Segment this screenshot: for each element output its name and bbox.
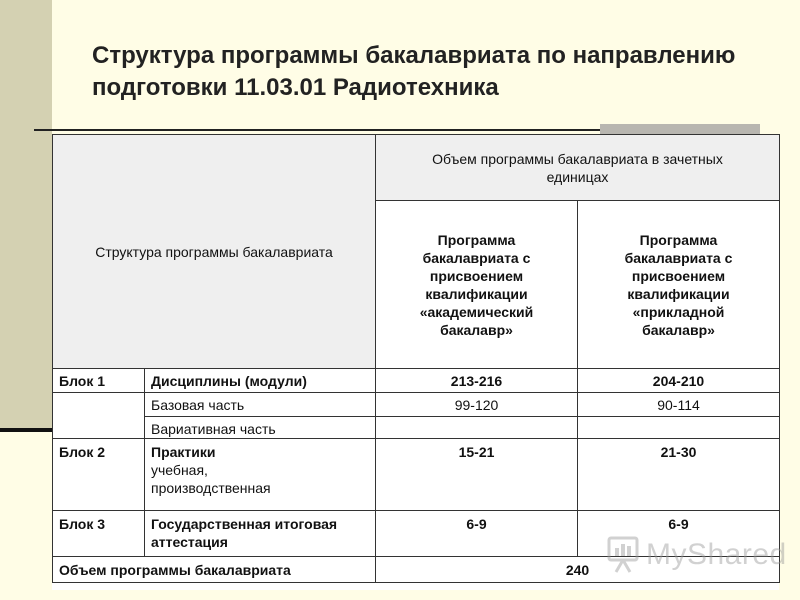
- block1-name: Дисциплины (модули): [145, 369, 376, 393]
- header-applied: Программа бакалавриата с присвоением квалификации «прикладной бакалавр»: [578, 201, 780, 369]
- title-accent-bar: [600, 124, 760, 134]
- header-structure: Структура программы бакалавриата: [53, 135, 376, 369]
- watermark: [606, 532, 796, 580]
- variative-name: Вариативная часть: [145, 417, 376, 439]
- block2-sub: учебная, производственная: [151, 462, 271, 496]
- watermark-text: MyShared: [646, 538, 787, 571]
- block3-academic: 6-9: [376, 511, 578, 557]
- block3-label: Блок 3: [53, 511, 145, 557]
- slide-title: Структура программы бакалавриата по направлению подготовки 11.03.01 Радиотехника: [92, 42, 736, 101]
- left-decorative-rule: [0, 428, 52, 432]
- table-row-variative: [53, 417, 780, 439]
- program-structure-table-wrapper: [52, 134, 779, 590]
- total-value: 240: [376, 557, 780, 583]
- program-structure-table: [52, 134, 780, 583]
- header-academic: Программа бакалавриата с присвоением квалификации «академический бакалавр»: [376, 201, 578, 369]
- block3-applied: 6-9: [578, 511, 780, 557]
- base-applied: 90-114: [578, 393, 780, 417]
- watermark-logo-icon: [606, 534, 642, 574]
- table-row-base: [53, 393, 780, 417]
- block2-name-cell: [145, 439, 376, 511]
- left-decorative-band: [0, 0, 52, 430]
- block1-applied: 204-210: [578, 369, 780, 393]
- block2-academic: 15-21: [376, 439, 578, 511]
- variative-academic: [376, 417, 578, 439]
- header-row-1: [53, 135, 780, 201]
- base-academic: 99-120: [376, 393, 578, 417]
- table-row-block2: [53, 439, 780, 511]
- block1-label: Блок 1: [53, 369, 145, 393]
- block2-name: Практики: [151, 444, 216, 460]
- block2-label: Блок 2: [53, 439, 145, 511]
- block3-name: Государственная итоговая аттестация: [145, 511, 376, 557]
- base-name: Базовая часть: [145, 393, 376, 417]
- block1-academic: 213-216: [376, 369, 578, 393]
- header-volume: Объем программы бакалавриата в зачетных единицах: [376, 135, 780, 201]
- table-row-block1: [53, 369, 780, 393]
- variative-applied: [578, 417, 780, 439]
- block2-applied: 21-30: [578, 439, 780, 511]
- title-underline: [34, 129, 602, 131]
- total-label: Объем программы бакалавриата: [53, 557, 376, 583]
- block1-empty-cell: [53, 393, 145, 439]
